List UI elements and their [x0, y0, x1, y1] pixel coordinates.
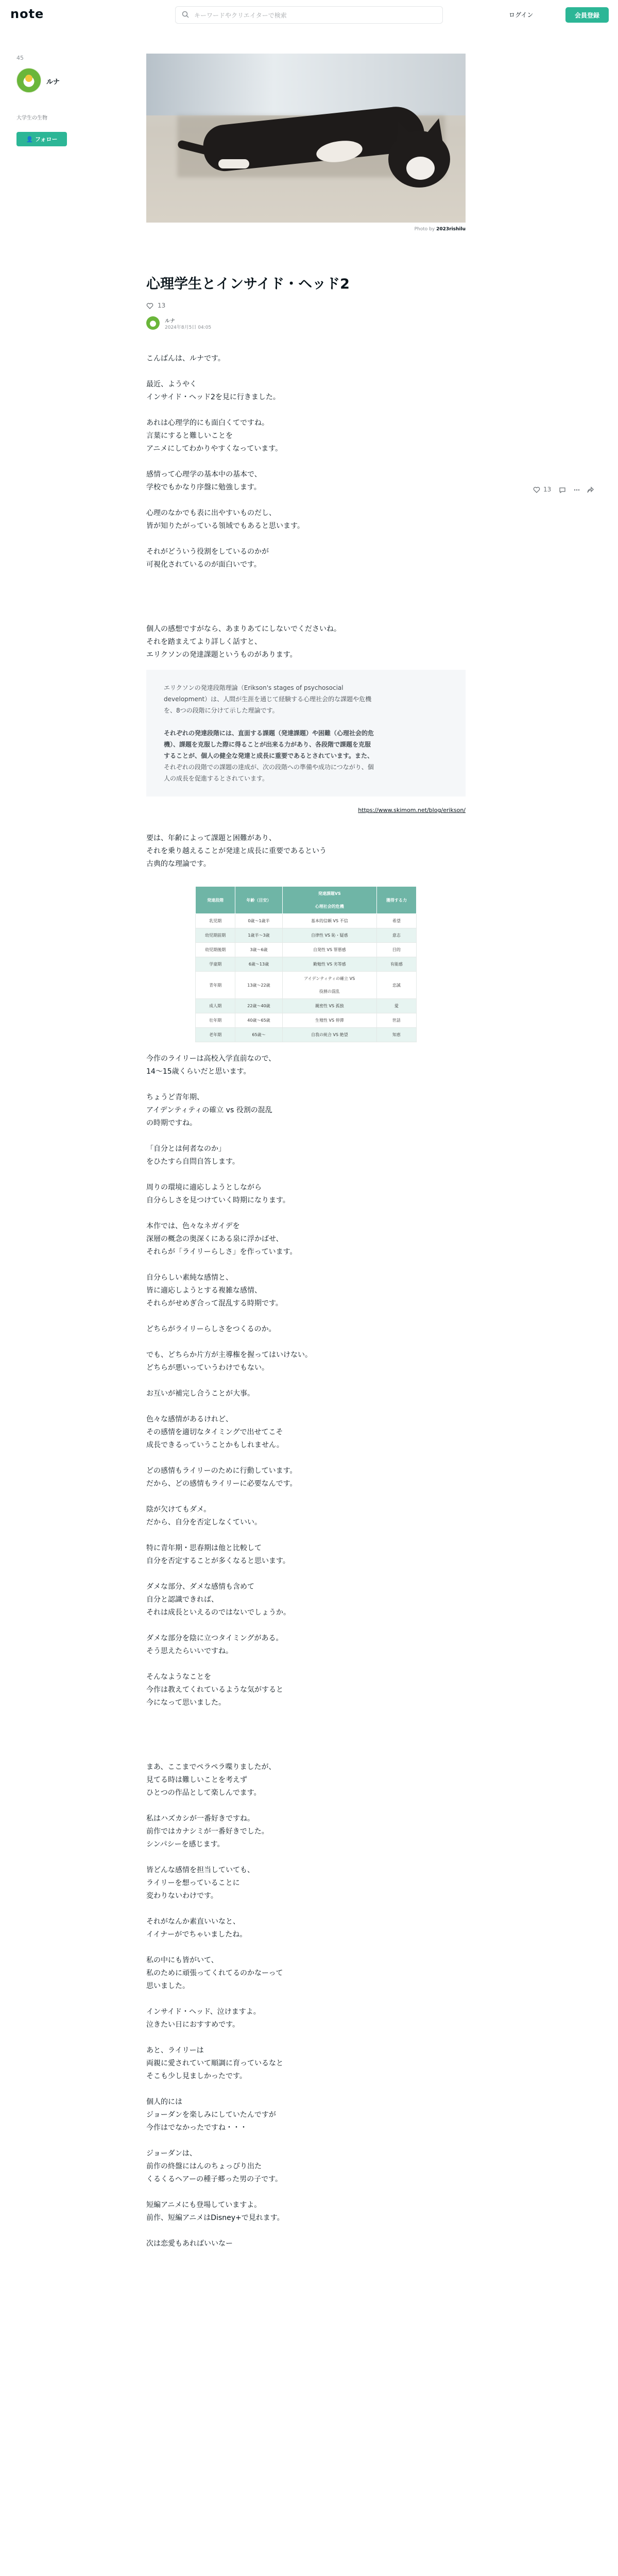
paragraph-p25 [146, 1761, 466, 1800]
text-line: アイデンティティの確立 vs 役割の混乱 [146, 1106, 272, 1114]
text-line: の時期ですね。 [146, 1119, 197, 1127]
text-line: 機）、課題を克服した際に得ることが出来る力があり、各段階で課題を克服 [164, 741, 371, 748]
paragraph-p23 [146, 1632, 466, 1658]
article-title: 心理学生とインサイド・ヘッド2 [146, 276, 350, 292]
paragraph-p3 [146, 417, 466, 455]
text-line: development）は、人間が生涯を通じて経験する心理社会的な課題や危機 [164, 696, 372, 703]
hero-image [146, 54, 466, 223]
table-cell: 自我の統合 VS 絶望 [282, 1028, 376, 1042]
text-line: こんばんは、ルナです。 [146, 354, 225, 363]
paragraph-p8 [146, 832, 466, 871]
paragraph-p9 [146, 1053, 466, 1078]
person-plus-icon: 👤 [26, 136, 36, 143]
text-line: その感情を適切なタイミングで出せてこそ [146, 1428, 283, 1436]
text-line: あと、ライリーは [146, 2046, 204, 2055]
text-line: 今作はでなかったですね・・・ [146, 2124, 247, 2132]
table-cell: 老年期 [196, 1028, 235, 1042]
text-line: ジョーダンは、 [146, 2149, 197, 2158]
table-cell: 世話 [376, 1013, 416, 1028]
paragraph-p11 [146, 1143, 466, 1168]
text-line: 前作ではカナシミが一番好きでした。 [146, 1827, 269, 1836]
paragraph-p32 [146, 2096, 466, 2134]
text-line: 言葉にすると難しいことを [146, 432, 233, 440]
paragraph-p10 [146, 1091, 466, 1130]
paragraph-p21 [146, 1542, 466, 1568]
text-line: 前作、短編アニメはDisney+で見れます。 [146, 2214, 284, 2222]
text-line: 深層の概念の奥深くにある泉に浮かばせ、 [146, 1235, 283, 1243]
table-header-cell: 獲得する力 [376, 887, 416, 914]
table-header-cell: 年齢（目安） [235, 887, 283, 914]
table-cell: 有能感 [376, 957, 416, 972]
text-line: 私はハズカシが一番好きですね。 [146, 1815, 254, 1823]
text-line: 皆が知りたがっている領域でもあると思います。 [146, 522, 304, 530]
text-line: そこも少し見ましかったです。 [146, 2072, 247, 2080]
article-actions [533, 484, 610, 497]
text-line: 泣きたい日におすすめです。 [146, 2021, 240, 2029]
text-line: を、8つの段階に分けて示した理論です。 [164, 707, 279, 714]
text-line: 個人的には [146, 2098, 182, 2106]
text-line: それは成長といえるのではないでしょうか。 [146, 1608, 290, 1617]
table-cell: 40歳〜65歳 [235, 1013, 283, 1028]
text-line: 要は、年齢によって課題と困難があり、 [146, 834, 276, 842]
table-cell: 勤勉性 VS 劣等感 [282, 957, 376, 972]
text-line: することが、個人の健全な発達と成長に重要であるとされています。また、 [164, 752, 374, 759]
text-line: それを踏まえてより詳しく話すと、 [146, 638, 262, 646]
text-line: 自分と認識できれば、 [146, 1596, 218, 1604]
text-line: 次は恋愛もあればいいなー [146, 2240, 233, 2248]
table-row [196, 928, 417, 943]
text-line: くるくるヘアーの種子郷った男の子です。 [146, 2175, 283, 2183]
author-sidebar [16, 55, 99, 143]
paragraph-p31 [146, 2044, 466, 2083]
table-cell: アイデンティティの確立 VS 役割の混乱 [282, 972, 376, 999]
table-row [196, 1028, 417, 1042]
table-cell: 3歳〜6歳 [235, 943, 283, 957]
text-line: 私の中にも皆がいて、 [146, 1956, 218, 1964]
text-line: 皆どんな感情を担当していても、 [146, 1866, 254, 1874]
text-line: 私のために頑張ってくれてるのかなーって [146, 1969, 283, 1977]
author-avatar[interactable] [16, 68, 41, 93]
table-cell: 学童期 [196, 957, 235, 972]
text-line: 自分らしい素純な感情と、 [146, 1274, 233, 1282]
paragraph-p28 [146, 1916, 466, 1941]
text-line: 陰が欠けてもダメ。 [146, 1505, 211, 1514]
text-line: それを乗り越えることが発達と成長に重要であるという [146, 847, 327, 855]
author-name[interactable]: ルナ [46, 78, 60, 86]
text-line: 14〜15歳くらいだと思います。 [146, 1067, 251, 1076]
text-line: 色々な感情があるけれど、 [146, 1415, 233, 1423]
text-line: ひとつの作品として楽しんでます。 [146, 1789, 261, 1797]
table-header-cell: 発達課題VS 心理社会的危機 [282, 887, 376, 914]
text-line: それらがせめぎ合って混乱する時期です。 [146, 1299, 283, 1308]
table-cell: 自発性 VS 罪悪感 [282, 943, 376, 957]
text-line: どの感情もライリーのために行動しています。 [146, 1467, 297, 1475]
paragraph-p2 [146, 378, 466, 404]
text-line: ダメな部分を陰に立つタイミングがある。 [146, 1634, 283, 1642]
paragraph-p14 [146, 1272, 466, 1310]
signup-button[interactable]: 会員登録 [565, 7, 609, 23]
text-line: エリクソンの発達段階理論（Erikson's stages of psychosocial [164, 684, 344, 691]
paragraph-p22 [146, 1581, 466, 1619]
text-line: イイナーがでちゃいましたね。 [146, 1930, 247, 1939]
paragraph-p17 [146, 1387, 466, 1400]
table-row [196, 943, 417, 957]
text-line: 心理のなかでも表に出やすいものだし、 [146, 509, 276, 517]
hero-window [146, 54, 466, 115]
text-line: 今作は教えてくれているような気がすると [146, 1686, 283, 1694]
table-row [196, 914, 417, 928]
text-line: 変わりないわけです。 [146, 1892, 218, 1900]
table-cell: 基本的信頼 VS 不信 [282, 914, 376, 928]
erikson-stage-table-image [195, 886, 417, 1037]
table-cell: 幼児期前期 [196, 928, 235, 943]
paragraph-p24 [146, 1671, 466, 1709]
paragraph-p7 [146, 623, 466, 662]
text-line: 学校でもかなり序盤に勉強します。 [146, 483, 261, 492]
text-line: 皆に適応しようとする複雑な感情、 [146, 1286, 262, 1295]
quote-block [146, 670, 466, 796]
text-line: をひたすら自問自答します。 [146, 1158, 239, 1166]
photo-credit-link[interactable]: 2023rishilu [436, 227, 466, 232]
text-line: 今になって思いました。 [146, 1699, 226, 1707]
text-line: それぞれの段階での課題の達成が、次の段階への準備や成功につながり、個 [164, 764, 374, 771]
table-row [196, 1013, 417, 1028]
text-line: 今作のライリーは高校入学直前なので、 [146, 1055, 276, 1063]
follow-label: フォロー [35, 136, 58, 143]
text-line: それぞれの発達段階には、直面する課題（発達課題）や困難（心理社会的危 [164, 730, 374, 737]
byline-author[interactable]: ルナ [165, 318, 175, 324]
table-row [196, 957, 417, 972]
more-icon[interactable] [573, 486, 580, 494]
table-row [196, 999, 417, 1013]
paragraph-p20 [146, 1503, 466, 1529]
text-line: アニメにしてわかりやすくなっています。 [146, 445, 283, 453]
title-like-count: 13 [158, 302, 166, 309]
text-line: 最近、ようやく [146, 380, 197, 388]
table-cell: 自律性 VS 恥・疑惑 [282, 928, 376, 943]
text-line: でも、どちらか片方が主導権を握ってはいけない。 [146, 1351, 312, 1359]
text-line: 成長できるっていうことかもしれません。 [146, 1441, 284, 1449]
author-profile[interactable] [16, 68, 99, 99]
article-body [146, 352, 466, 2250]
text-line: 特に青年期・思春期は他と比較して [146, 1544, 262, 1552]
site-header [0, 0, 618, 30]
text-line: だから、どの感情もライリーに必要なんです。 [146, 1480, 297, 1488]
heart-icon[interactable] [146, 302, 153, 310]
table-cell: 意志 [376, 928, 416, 943]
text-line: 短編アニメにも登場していますよ。 [146, 2201, 262, 2209]
table-cell: 65歳〜 [235, 1028, 283, 1042]
paragraph-p30 [146, 2006, 466, 2031]
title-like-row [146, 302, 165, 312]
table-cell: 忠誠 [376, 972, 416, 999]
table-cell: 愛 [376, 999, 416, 1013]
paragraph-p13 [146, 1220, 466, 1259]
text-line: ジョーダンを楽しみにしていたんですが [146, 2111, 276, 2119]
text-line: それがなんか素直いいなと、 [146, 1918, 240, 1926]
byline-avatar[interactable] [146, 316, 160, 330]
table-cell: 希望 [376, 914, 416, 928]
table-cell: 0歳〜1歳半 [235, 914, 283, 928]
table-cell: 生殖性 VS 停滞 [282, 1013, 376, 1028]
heart-icon[interactable] [533, 486, 540, 494]
byline[interactable] [146, 315, 301, 333]
paragraph-p1 [146, 352, 466, 365]
table-cell: 親密性 VS 孤独 [282, 999, 376, 1013]
paragraph-quote2 [164, 727, 448, 784]
paragraph-p16 [146, 1349, 466, 1375]
table-cell: 13歳〜22歳 [235, 972, 283, 999]
text-line: まあ、ここまでペラペラ喋りましたが、 [146, 1763, 276, 1771]
text-line: インサイド・ヘッド、泣けますよ。 [146, 2008, 261, 2016]
text-line: お互いが補完し合うことが大事。 [146, 1389, 254, 1398]
table-cell: 知恵 [376, 1028, 416, 1042]
text-line: 見てる時は難しいことを考えず [146, 1776, 247, 1784]
table-cell: 壮年期 [196, 1013, 235, 1028]
table-cell: 22歳〜40歳 [235, 999, 283, 1013]
text-line: そう思えたらいいですね。 [146, 1647, 233, 1655]
text-line: あれは心理学的にも面白くてですね。 [146, 419, 269, 427]
text-line: 人の成長を促進するとされています。 [164, 775, 269, 782]
text-line: 前作の終盤にはんのちょっぴり出た [146, 2162, 262, 2171]
text-line: 古典的な理論です。 [146, 860, 211, 868]
paragraph-p5 [146, 507, 466, 533]
paragraph-p27 [146, 1864, 466, 1903]
note-logo[interactable]: note [10, 7, 44, 21]
comment-icon[interactable] [559, 486, 566, 494]
login-button[interactable]: ログイン [505, 8, 537, 21]
text-line: 周りの環境に適応しようとしながら [146, 1183, 262, 1192]
text-line: どちらが悪いっていうわけでもない。 [146, 1364, 269, 1372]
text-line: どちらがライリーらしさをつくるのか。 [146, 1325, 276, 1333]
erikson-stage-table [195, 886, 417, 1042]
paragraph-p18 [146, 1413, 466, 1452]
table-cell: 青年期 [196, 972, 235, 999]
share-icon[interactable] [587, 486, 594, 494]
paragraph-p19 [146, 1465, 466, 1490]
sidebar-label: 45 [16, 55, 24, 61]
table-header-cell: 発達段階 [196, 887, 235, 914]
text-line: インサイド・ヘッド2を見に行きました。 [146, 393, 280, 401]
source-link[interactable]: https://www.skimom.net/blog/erikson/ [358, 807, 466, 814]
text-line: 個人の感想ですがなら、あまりあてにしないでくださいね。 [146, 625, 341, 633]
table-cell: 6歳〜13歳 [235, 957, 283, 972]
table-cell: 成人期 [196, 999, 235, 1013]
photo-credit: Photo by 2023rishilu [414, 227, 466, 232]
text-line: 「自分とは何者なのか」 [146, 1145, 226, 1153]
paragraph-p35 [146, 2238, 466, 2250]
like-count: 13 [543, 486, 552, 493]
text-line: ダメな部分、ダメな感情も含めて [146, 1583, 254, 1591]
table-row [196, 972, 417, 999]
table-cell: 目的 [376, 943, 416, 957]
table-cell: 幼児期後期 [196, 943, 235, 957]
text-line: 可視化されているのが面白いです。 [146, 561, 261, 569]
paragraph-p4 [146, 468, 466, 494]
text-line: 感情って心理学の基本中の基本で、 [146, 470, 262, 479]
text-line: それがどういう役割をしているのかが [146, 548, 269, 556]
text-line: 思いました。 [146, 1982, 190, 1990]
paragraph-quote1 [164, 682, 448, 716]
text-line: 本作では、色々なネガイデを [146, 1222, 240, 1230]
search-input[interactable] [193, 10, 432, 21]
text-line: エリクソンの発達課題というものがあります。 [146, 651, 297, 659]
text-line: それらが「ライリーらしさ」を作っています。 [146, 1248, 297, 1256]
search-box[interactable] [175, 6, 443, 24]
author-bio: 大学生の生物 [16, 115, 47, 121]
paragraph-p12 [146, 1181, 466, 1207]
paragraph-p6 [146, 546, 466, 571]
publish-date: 2024年8月5日 04:05 [165, 325, 212, 330]
search-icon [182, 11, 189, 18]
text-line: だから、自分を否定しなくていい。 [146, 1518, 262, 1527]
text-line: シンパシーを感じます。 [146, 1840, 225, 1849]
paragraph-p26 [146, 1812, 466, 1851]
text-line: ライリーを想っていることに [146, 1879, 240, 1887]
paragraph-p34 [146, 2199, 466, 2225]
paragraph-p15 [146, 1323, 466, 1336]
table-cell: 乳児期 [196, 914, 235, 928]
text-line: そんなようなことを [146, 1673, 211, 1681]
table-cell: 1歳半〜3歳 [235, 928, 283, 943]
follow-button[interactable] [16, 132, 67, 146]
text-line: 両親に愛されていて順調に育っているなと [146, 2059, 283, 2067]
text-line: 自分らしさを見つけていく時期になります。 [146, 1196, 290, 1205]
text-line: ちょうど青年期、 [146, 1093, 204, 1101]
text-line: 自分を否定することが多くなると思います。 [146, 1557, 290, 1565]
paragraph-p29 [146, 1954, 466, 1993]
paragraph-p33 [146, 2147, 466, 2186]
